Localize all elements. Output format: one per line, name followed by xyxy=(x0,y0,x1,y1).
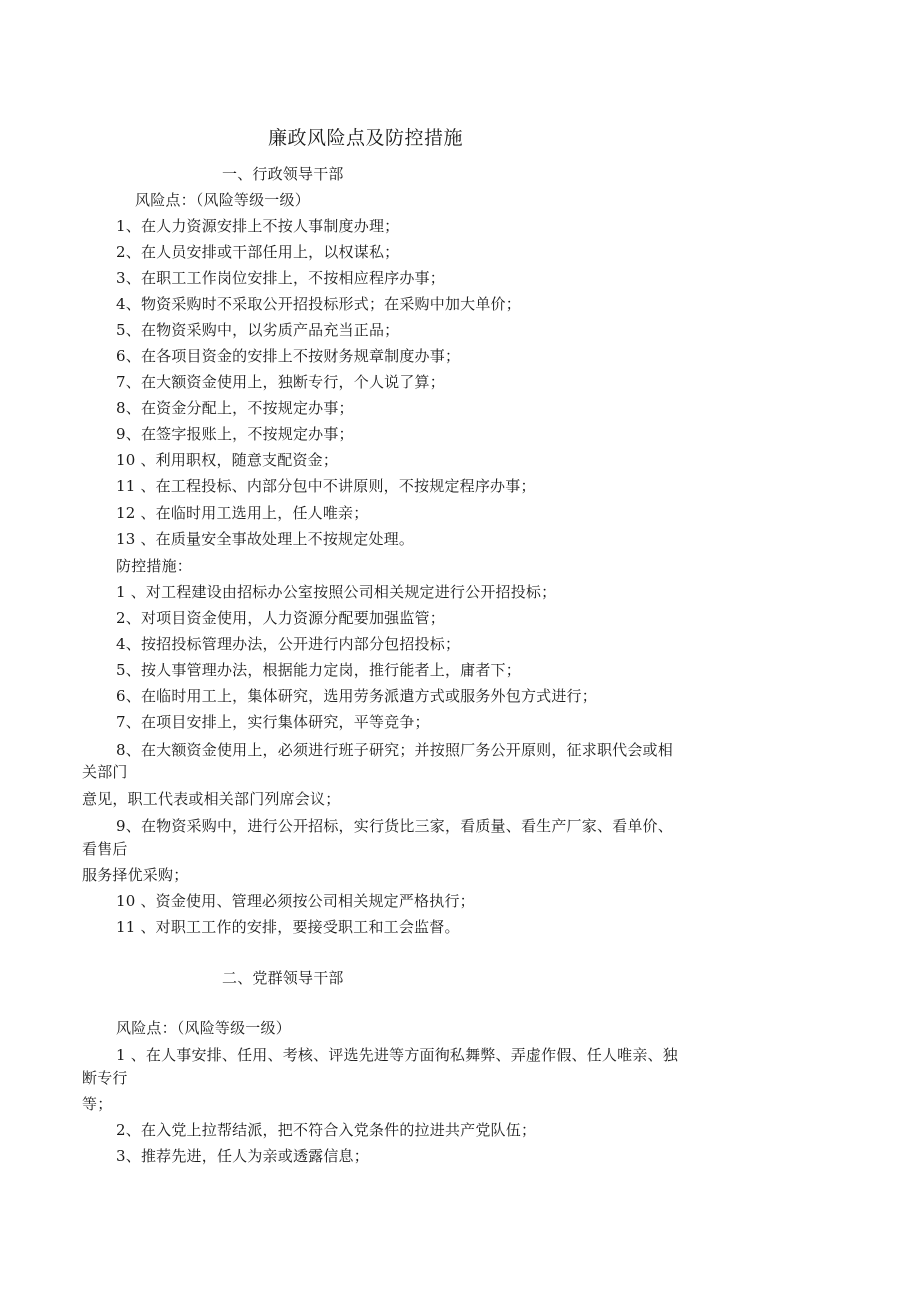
measure-item: 7、在项目安排上，实行集体研究，平等竞争； xyxy=(116,713,430,731)
measure-item: 2、对项目资金使用，人力资源分配要加强监管； xyxy=(116,609,445,627)
measure-item: 10 、资金使用、管理必须按公司相关规定严格执行； xyxy=(116,892,475,910)
measure-item: 5、按人事管理办法，根据能力定岗，推行能者上，庸者下； xyxy=(116,661,521,679)
measure-item-wrap: 意见，职工代表或相关部门列席会议； xyxy=(82,790,341,808)
document-title: 廉政风险点及防控措施 xyxy=(268,127,464,149)
section2-heading: 二、党群领导干部 xyxy=(222,969,344,987)
risk-item-wrap: 断专行 xyxy=(82,1069,128,1087)
risk-item: 2、在入党上拉帮结派，把不符合入党条件的拉进共产党队伍； xyxy=(116,1121,537,1139)
risk-item: 3、推荐先进，任人为亲或透露信息； xyxy=(116,1147,369,1165)
risk-item: 12 、在临时用工选用上，任人唯亲； xyxy=(116,504,369,522)
measure-item: 8、在大额资金使用上，必须进行班子研究；并按照厂务公开原则，征求职代会或相 xyxy=(116,741,673,759)
risk-item: 10 、利用职权，随意支配资金； xyxy=(116,451,339,469)
risk-item: 1、在人力资源安排上不按人事制度办理； xyxy=(116,217,400,235)
risk-item-wrap: 等； xyxy=(82,1095,113,1113)
risk-item: 1 、在人事安排、任用、考核、评选先进等方面徇私舞弊、弄虚作假、任人唯亲、独 xyxy=(116,1046,678,1064)
measure-item-wrap: 关部门 xyxy=(82,763,128,781)
risk-item: 13 、在质量安全事故处理上不按规定处理。 xyxy=(116,530,415,548)
risk-item: 8、在资金分配上，不按规定办事； xyxy=(116,399,354,417)
risk-item: 11 、在工程投标、内部分包中不讲原则，不按规定程序办事； xyxy=(116,477,536,495)
measure-item-wrap: 看售后 xyxy=(82,840,128,858)
measure-item: 1 、对工程建设由招标办公室按照公司相关规定进行公开招投标； xyxy=(116,583,557,601)
measure-item: 9、在物资采购中，进行公开招标，实行货比三家，看质量、看生产厂家、看单价、 xyxy=(116,817,673,835)
measure-item: 6、在临时用工上，集体研究，选用劳务派遣方式或服务外包方式进行； xyxy=(116,687,597,705)
risk-item: 9、在签字报账上，不按规定办事； xyxy=(116,425,354,443)
risk-item: 6、在各项目资金的安排上不按财务规章制度办事； xyxy=(116,347,461,365)
risk-item: 5、在物资采购中，以劣质产品充当正品； xyxy=(116,321,400,339)
section2-risk-label: 风险点：（风险等级一级） xyxy=(116,1019,291,1037)
risk-item: 7、在大额资金使用上，独断专行，个人说了算； xyxy=(116,373,445,391)
risk-item: 3、在职工工作岗位安排上，不按相应程序办事； xyxy=(116,269,445,287)
measure-item: 11 、对职工工作的安排，要接受职工和工会监督。 xyxy=(116,918,460,936)
measure-item-wrap: 服务择优采购； xyxy=(82,866,189,884)
measure-item: 4、按招投标管理办法，公开进行内部分包招投标； xyxy=(116,635,461,653)
measures-label: 防控措施： xyxy=(116,557,193,575)
risk-item: 2、在人员安排或干部任用上，以权谋私； xyxy=(116,243,400,261)
risk-item: 4、物资采购时不采取公开招投标形式；在采购中加大单价； xyxy=(116,295,521,313)
section1-heading: 一、行政领导干部 xyxy=(222,165,344,183)
section1-risk-label: 风险点：（风险等级一级） xyxy=(135,191,310,209)
